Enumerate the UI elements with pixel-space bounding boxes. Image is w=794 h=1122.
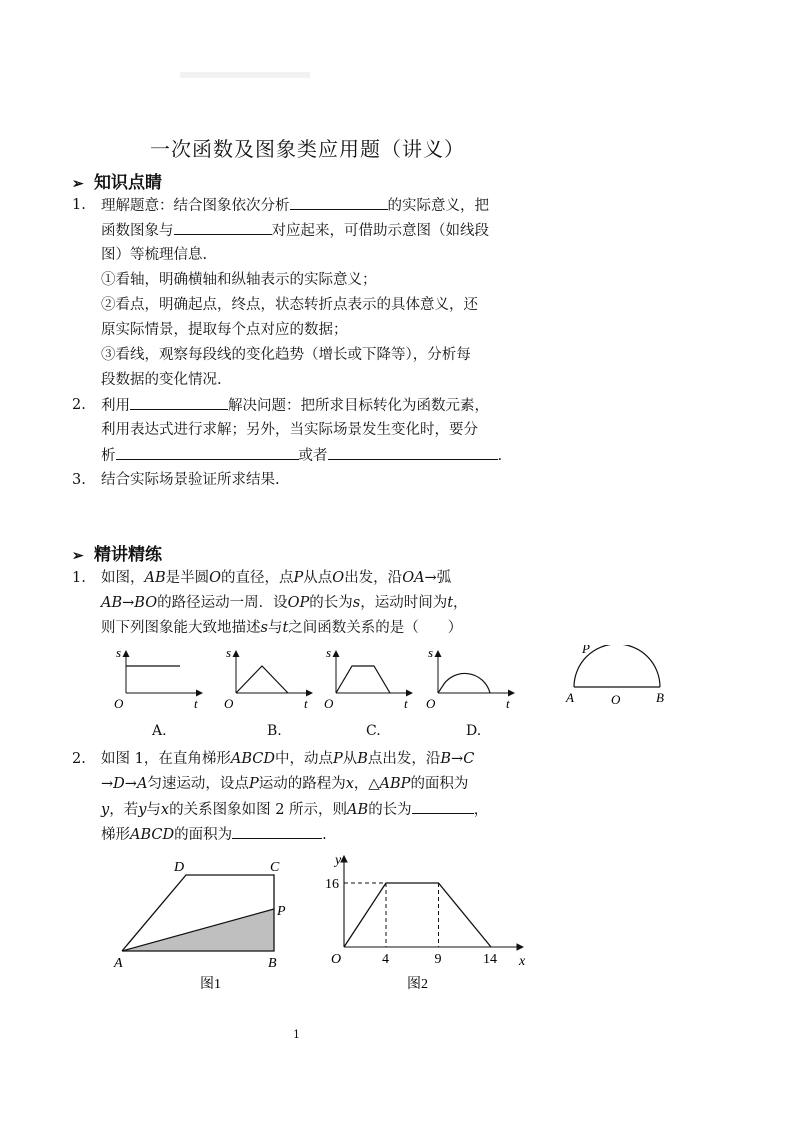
text: 的关系图象如图 2 所示，则 — [169, 802, 348, 818]
graph-option-b[interactable] — [224, 645, 312, 711]
axis-s-label: s — [226, 645, 232, 660]
tick-label-x-14: 14 — [483, 952, 497, 967]
question-number: 1. — [72, 570, 86, 586]
graph-option-c[interactable] — [324, 645, 412, 711]
q1-option-graphs — [110, 645, 680, 715]
text: 与 — [267, 620, 283, 636]
point-p-label: P — [582, 645, 590, 656]
point-p-label: P — [277, 904, 286, 919]
text: 的实际意义，把 — [387, 198, 489, 214]
text-line — [101, 193, 489, 219]
text: 运动的路程为 — [258, 776, 346, 792]
text: 中，动点 — [274, 751, 333, 767]
text: OA — [402, 570, 425, 586]
text: 函数图象与 — [101, 223, 174, 239]
text: t — [282, 620, 289, 636]
text: . — [497, 448, 503, 464]
header-mark — [180, 72, 310, 78]
axis-t-label: t — [404, 696, 408, 711]
origin-label: O — [224, 696, 234, 711]
question-number: 2. — [72, 751, 86, 767]
figure-1-trapezoid — [110, 855, 300, 995]
graph-line — [344, 883, 491, 947]
text: → — [101, 776, 114, 792]
text: B — [357, 751, 368, 767]
axis-t-label: t — [194, 696, 198, 711]
fill-blank[interactable] — [174, 218, 272, 235]
text: . — [322, 827, 327, 843]
text: P — [293, 570, 304, 586]
text: OP — [287, 595, 310, 611]
text: 点出发，沿 — [367, 751, 441, 767]
tick-label-x-4: 4 — [382, 952, 389, 967]
fill-blank-ab-length[interactable] — [412, 797, 474, 814]
tick-label-x-9: 9 — [434, 952, 442, 967]
text: 解决问题：把所求目标转化为函数元素， — [228, 398, 489, 414]
text: 的面积为 — [410, 776, 469, 792]
text-line — [101, 393, 489, 419]
text-line — [101, 566, 451, 591]
text: C — [463, 751, 475, 767]
text-line — [101, 772, 468, 797]
vertex-d-label: D — [174, 860, 185, 875]
text: 与 — [146, 802, 161, 818]
fill-blank-trapezoid-area[interactable] — [232, 822, 322, 839]
text-line — [101, 443, 502, 469]
text-line: ①看轴，明确横轴和纵轴表示的实际意义； — [101, 272, 377, 288]
text: y — [138, 802, 147, 818]
axis-s-label: s — [428, 645, 434, 660]
text: ， — [453, 595, 468, 611]
text: B — [440, 751, 452, 767]
text: ，△ — [353, 776, 380, 792]
text: O — [332, 570, 345, 586]
text: s — [352, 595, 361, 611]
text: 理解题意：结合图象依次分析 — [101, 198, 290, 214]
option-d-label[interactable]: D. — [466, 723, 482, 739]
figure-2-caption: 图2 — [407, 977, 428, 992]
text: x — [160, 802, 170, 818]
axis-y-label: y — [335, 853, 342, 868]
origin-label: O — [114, 696, 124, 711]
axis-s-label: s — [326, 645, 332, 660]
text: 之间函数关系的是（ ） — [288, 620, 463, 636]
text-line: 利用表达式进行求解；另外，当实际场景发生变化时，要分 — [101, 422, 478, 438]
text: 则下列图象能大致地描述 — [101, 620, 261, 636]
text-line — [101, 616, 462, 641]
text-line: ②看点，明确起点，终点，状态转折点表示的具体意义，还 — [101, 297, 478, 313]
text: 如图， — [101, 570, 145, 586]
text: → — [122, 595, 135, 611]
origin-label: O — [331, 952, 342, 967]
text: 梯形 — [101, 827, 130, 843]
text-line — [101, 747, 474, 772]
text: 的路径运动一周．设 — [157, 595, 288, 611]
figure-2-graph — [315, 850, 535, 995]
axis-t-label: t — [304, 696, 308, 711]
text: ABCD — [130, 827, 175, 843]
text: 的直径，点 — [221, 570, 294, 586]
text: O — [209, 570, 222, 586]
section-heading-knowledge — [72, 168, 162, 193]
text-line: 结合实际场景验证所求结果. — [101, 472, 280, 488]
fill-blank[interactable] — [130, 393, 228, 410]
text-line: 原实际情景，提取每个点对应的数据； — [101, 322, 348, 338]
text: ABCD — [230, 751, 275, 767]
text: 对应起来，可借助示意图（如线段 — [271, 223, 489, 239]
text: → — [124, 776, 137, 792]
vertex-b-label: B — [268, 956, 277, 971]
text-line — [101, 591, 468, 616]
text: →弧 — [424, 570, 452, 586]
axis-s-label: s — [116, 645, 122, 660]
axis-x-label: x — [519, 954, 526, 969]
text: 出发，沿 — [344, 570, 403, 586]
text: t — [447, 595, 454, 611]
text-line — [101, 218, 489, 244]
arrow-bullet-icon: ➢ — [72, 548, 84, 564]
section-heading-text: 知识点睛 — [94, 173, 162, 193]
option-a-label[interactable]: A. — [152, 723, 167, 739]
text: ， — [473, 802, 489, 818]
text: s — [260, 620, 268, 636]
arrow-bullet-icon: ➢ — [72, 176, 84, 192]
text: AB — [101, 595, 123, 611]
figure-1-caption: 图1 — [200, 977, 221, 992]
option-c-label[interactable]: C. — [366, 723, 381, 739]
graph-option-a[interactable] — [114, 645, 202, 711]
text-line — [101, 822, 327, 848]
page-number: 1 — [293, 1028, 300, 1041]
fill-blank[interactable] — [290, 193, 388, 210]
vertex-a-label: A — [114, 956, 123, 971]
text: 是半圆 — [165, 570, 210, 586]
text: D — [113, 776, 125, 792]
text: 的长为 — [309, 595, 353, 611]
option-b-label[interactable]: B. — [267, 723, 282, 739]
origin-label: O — [324, 696, 334, 711]
text-line: 图）等梳理信息. — [101, 247, 208, 263]
axis-t-label: t — [506, 696, 510, 711]
text: 从 — [342, 751, 358, 767]
text: ABP — [379, 776, 411, 792]
origin-label: O — [426, 696, 436, 711]
point-o-label: O — [611, 692, 621, 707]
text: 如图 1，在直角梯形 — [101, 751, 231, 767]
page-title: 一次函数及图象类应用题（讲义） — [150, 137, 465, 161]
text-line: 段数据的变化情况. — [101, 372, 222, 388]
text: 从点 — [303, 570, 333, 586]
text: 匀速运动，设点 — [147, 776, 249, 792]
text: 利用 — [101, 398, 130, 414]
text-line — [101, 797, 488, 823]
text: 的面积为 — [174, 827, 233, 843]
section-heading-practice — [72, 540, 162, 565]
text: P — [248, 776, 259, 792]
text-line: ③看线，观察每段线的变化趋势（增长或下降等），分析每 — [101, 347, 471, 363]
text: AB — [144, 570, 166, 586]
point-b-label: B — [656, 690, 664, 705]
text: BO — [134, 595, 158, 611]
semicircle-figure — [565, 645, 664, 707]
text: 的长为 — [368, 802, 412, 818]
graph-option-d[interactable] — [426, 645, 514, 711]
text: AB — [347, 802, 369, 818]
tick-label-y-16: 16 — [325, 877, 339, 892]
item-number: 3. — [72, 472, 86, 488]
point-a-label: A — [566, 690, 574, 705]
text: P — [332, 751, 343, 767]
text: → — [451, 751, 464, 767]
text: 析 — [101, 448, 116, 464]
vertex-c-label: C — [270, 860, 280, 875]
fill-blank[interactable] — [116, 443, 299, 460]
text: x — [345, 776, 354, 792]
text: A — [136, 776, 148, 792]
section-heading-text: 精讲精练 — [94, 545, 162, 565]
item-number: 2. — [72, 397, 86, 413]
text: y — [101, 802, 110, 818]
text: 或者 — [298, 448, 328, 464]
text: ，若 — [109, 802, 139, 818]
fill-blank[interactable] — [328, 443, 498, 460]
text: ，运动时间为 — [360, 595, 448, 611]
item-number: 1. — [72, 197, 86, 213]
